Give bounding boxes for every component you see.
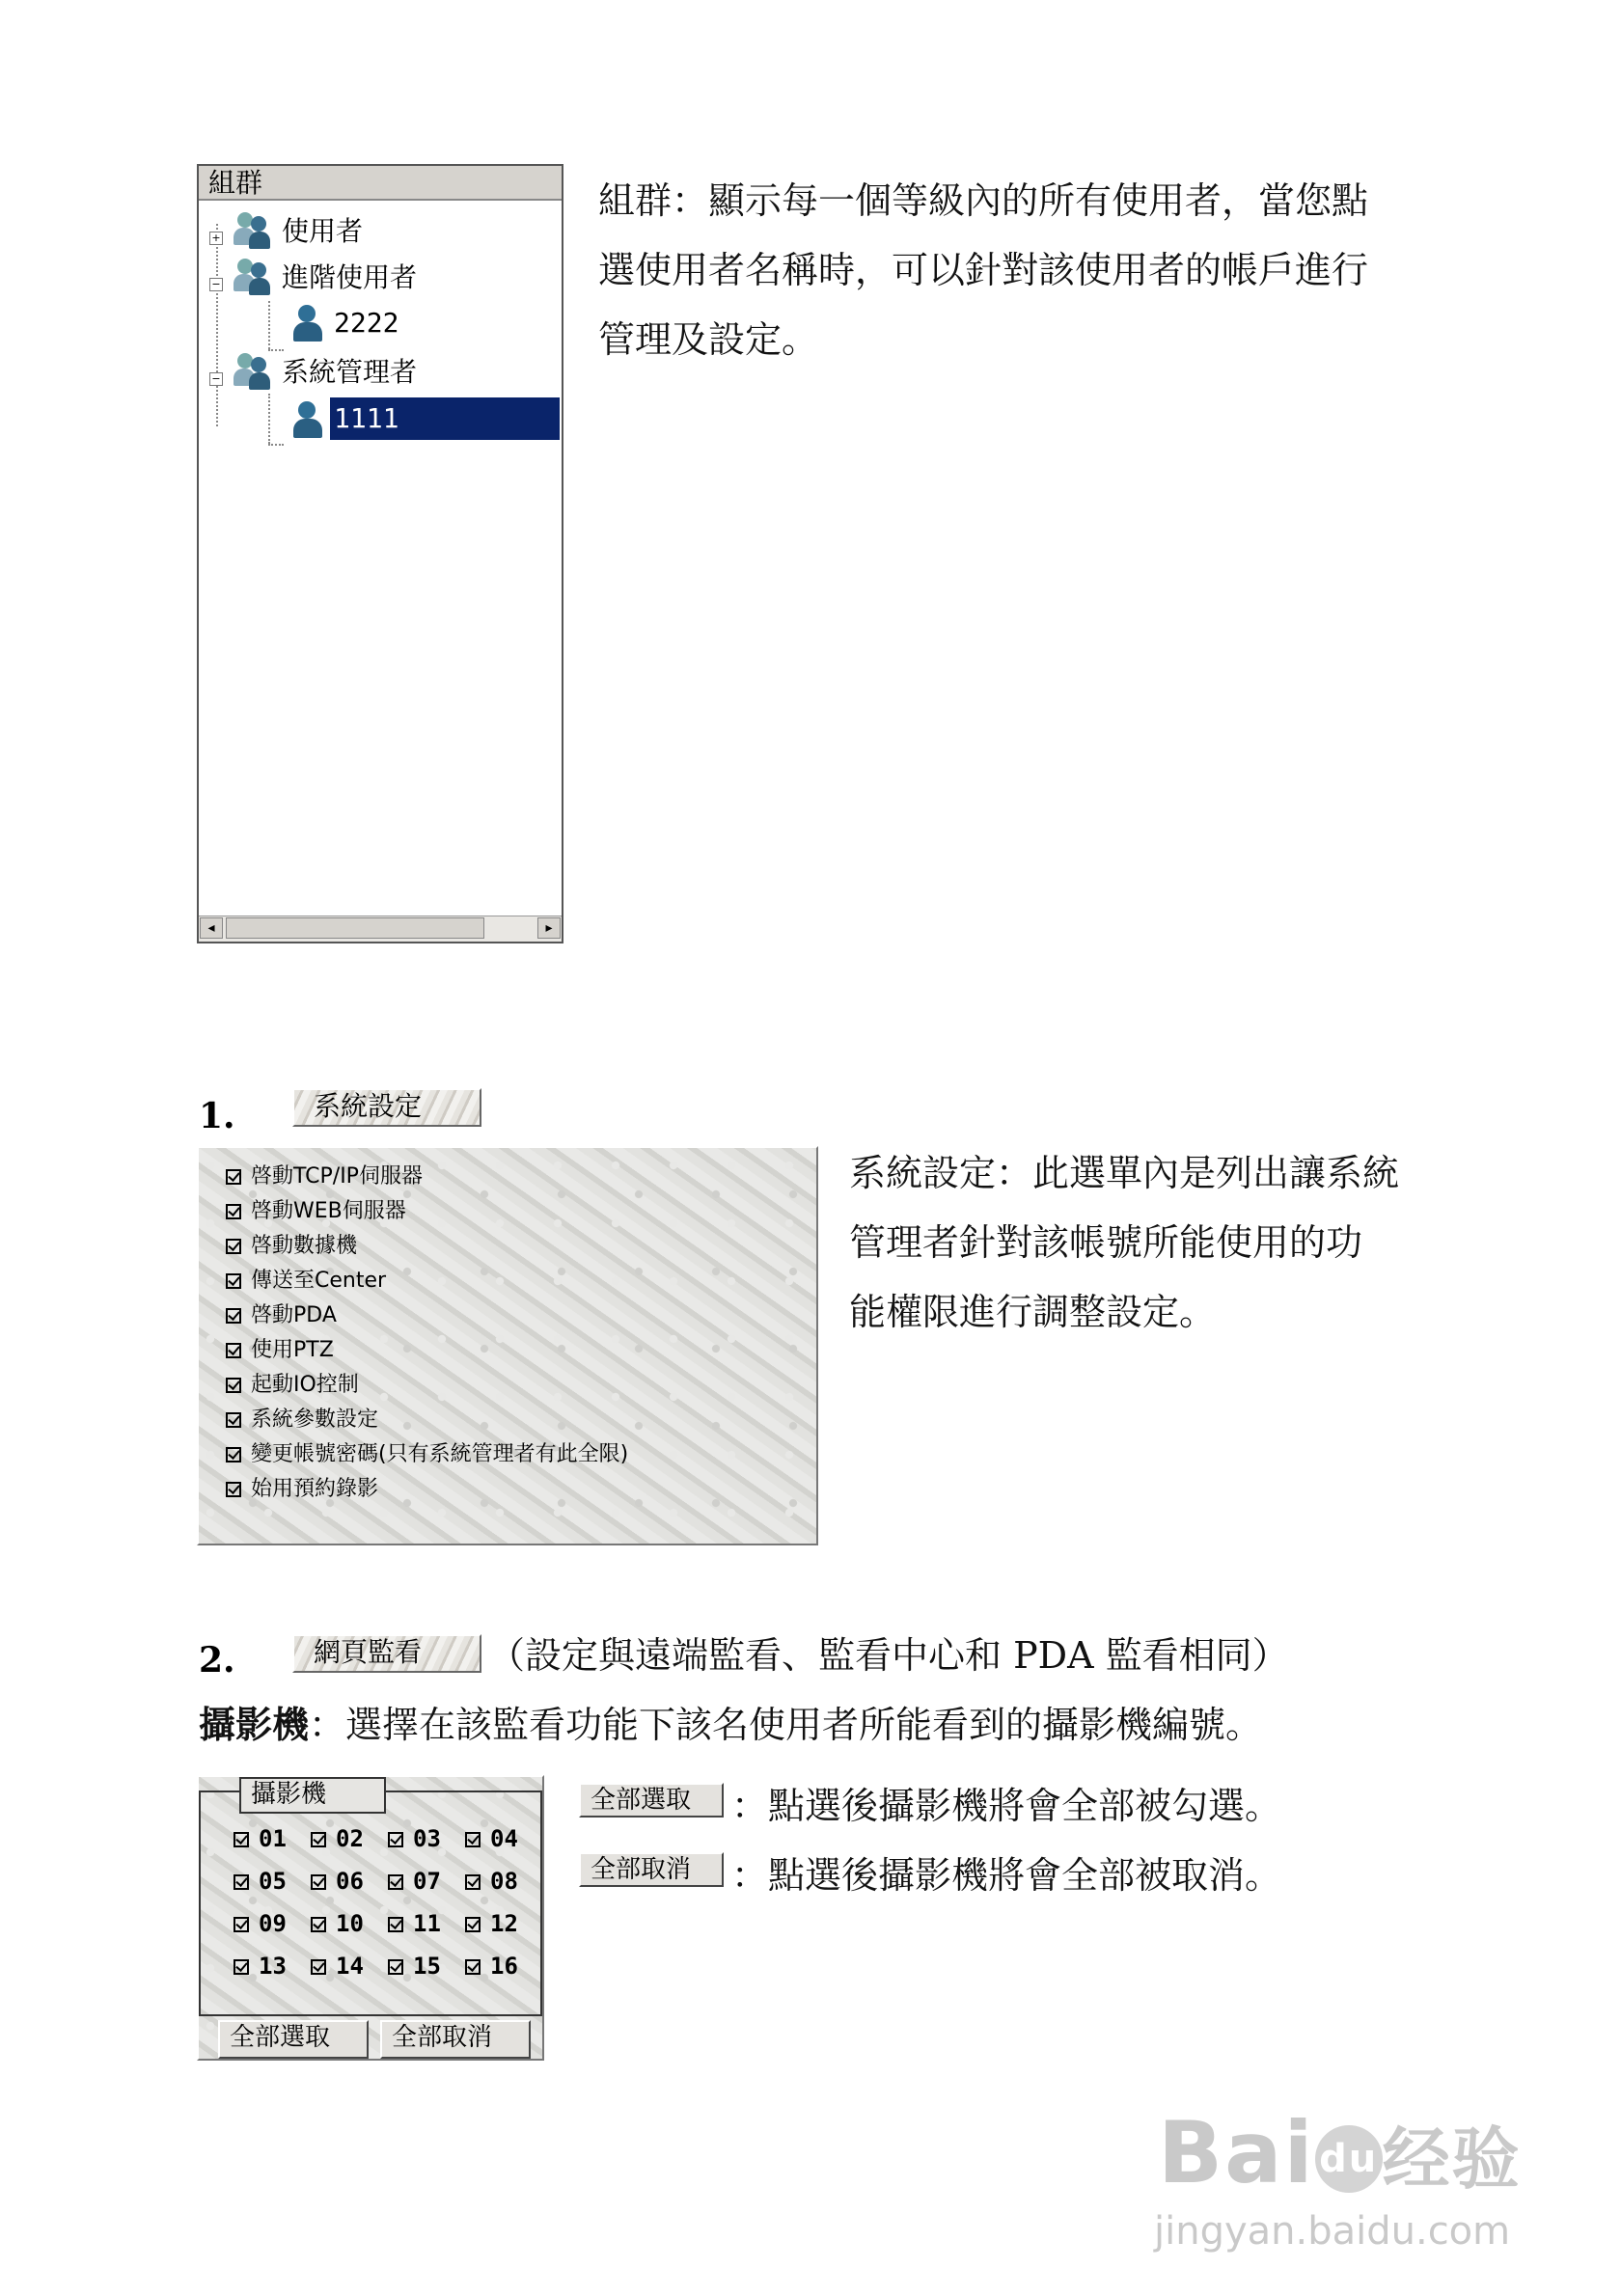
term: 攝影機 [199, 1703, 310, 1746]
permission-item[interactable] [226, 1229, 357, 1264]
tree-header: 組群 [199, 166, 562, 201]
camera-checkbox-05[interactable] [234, 1864, 287, 1899]
camera-label: 04 [490, 1825, 518, 1852]
desc-line: 選使用者名稱時，可以針對該使用者的帳戶進行 [598, 249, 1369, 291]
cancel-all-description: ：點選後攝影機將會全部被取消。 [731, 1854, 1282, 1897]
group-tree-panel [197, 164, 563, 943]
camera-checkbox-15[interactable] [388, 1949, 441, 1983]
camera-label: 09 [259, 1910, 287, 1937]
permission-item[interactable] [226, 1194, 406, 1229]
permission-label: 啓動TCP/IP伺服器 [251, 1164, 423, 1189]
desc-line: ：選擇在該監看功能下該名使用者所能看到的攝影機編號。 [309, 1704, 1263, 1746]
permission-label: 啓動WEB伺服器 [251, 1199, 406, 1223]
permission-item[interactable] [226, 1333, 334, 1368]
camera-checkbox-10[interactable] [311, 1906, 364, 1941]
checkbox-checked-icon[interactable] [226, 1239, 241, 1254]
checkbox-checked-icon[interactable] [226, 1447, 241, 1462]
checkbox-checked-icon[interactable] [226, 1273, 241, 1289]
tree-node-label: 2222 [334, 306, 399, 339]
tree-node-user-2222[interactable] [288, 301, 402, 343]
camera-checkbox-03[interactable] [388, 1821, 441, 1856]
camera-label: 11 [413, 1910, 441, 1937]
checkbox-checked-icon[interactable] [465, 1959, 481, 1975]
camera-label: 08 [490, 1868, 518, 1895]
checkbox-checked-icon[interactable] [311, 1959, 326, 1975]
camera-panel [197, 1775, 544, 2061]
permissions-panel [197, 1146, 818, 1545]
permission-label: 始用預約錄影 [251, 1477, 379, 1501]
camera-group-title: 攝影機 [239, 1777, 386, 1814]
camera-label: 13 [259, 1953, 287, 1980]
permission-label: 系統參數設定 [251, 1408, 379, 1432]
group-description [598, 166, 1563, 374]
camera-checkbox-12[interactable] [465, 1906, 518, 1941]
watermark-text: 经验 [1382, 2119, 1522, 2199]
scrollbar-thumb[interactable] [226, 917, 484, 939]
term: 系統設定 [849, 1152, 997, 1194]
checkbox-checked-icon[interactable] [226, 1308, 241, 1324]
camera-label: 06 [336, 1868, 364, 1895]
checkbox-checked-icon[interactable] [465, 1917, 481, 1932]
desc-line: 管理者針對該帳號所能使用的功 [849, 1221, 1363, 1264]
watermark-url: jingyan.baidu.com [1154, 2209, 1511, 2254]
camera-label: 15 [413, 1953, 441, 1980]
checkbox-checked-icon[interactable] [226, 1343, 241, 1358]
checkbox-checked-icon[interactable] [388, 1959, 403, 1975]
camera-label: 02 [336, 1825, 364, 1852]
camera-label: 12 [490, 1910, 518, 1937]
user-group-icon [230, 210, 274, 249]
checkbox-checked-icon[interactable] [311, 1917, 326, 1932]
collapse-icon[interactable]: − [209, 372, 223, 386]
tree-connector [216, 224, 218, 426]
camera-label: 10 [336, 1910, 364, 1937]
watermark-text: Bai [1158, 2103, 1315, 2202]
desc-line: 管理及設定。 [598, 318, 819, 361]
camera-checkbox-07[interactable] [388, 1864, 441, 1899]
checkbox-checked-icon[interactable] [234, 1917, 249, 1932]
baidu-watermark-logo [1158, 2103, 1522, 2202]
user-group-icon [230, 351, 274, 390]
checkbox-checked-icon[interactable] [311, 1874, 326, 1890]
select-all-button[interactable]: 全部選取 [218, 2020, 369, 2059]
camera-label: 03 [413, 1825, 441, 1852]
user-icon [288, 399, 326, 438]
tree-node-users[interactable] [230, 208, 367, 251]
permission-label: 傳送至Center [251, 1269, 387, 1293]
permission-item[interactable] [226, 1298, 337, 1333]
checkbox-checked-icon[interactable] [465, 1874, 481, 1890]
desc-line: ：此選單內是列出讓系統 [996, 1152, 1400, 1194]
camera-checkbox-16[interactable] [465, 1949, 518, 1983]
camera-label: 05 [259, 1868, 287, 1895]
permission-label: 啓動數據機 [251, 1234, 358, 1258]
desc-line: ：顯示每一個等級內的所有使用者，當您點 [672, 179, 1369, 222]
tree-node-admins[interactable] [230, 349, 421, 392]
web-view-button[interactable]: 網頁監看 [292, 1634, 481, 1673]
checkbox-checked-icon[interactable] [465, 1832, 481, 1847]
camera-checkbox-13[interactable] [234, 1949, 287, 1983]
checkbox-checked-icon[interactable] [388, 1832, 403, 1847]
camera-checkbox-01[interactable] [234, 1821, 287, 1856]
tree-node-user-1111[interactable] [288, 397, 560, 440]
permission-item[interactable] [226, 1437, 628, 1472]
tree-connector [268, 301, 270, 349]
horizontal-scrollbar[interactable] [199, 916, 562, 942]
permission-item[interactable] [226, 1160, 423, 1194]
camera-checkbox-09[interactable] [234, 1906, 287, 1941]
checkbox-checked-icon[interactable] [226, 1169, 241, 1185]
tree-node-advanced-users[interactable] [230, 255, 421, 297]
permission-label: 起動IO控制 [251, 1373, 359, 1397]
term: 組群 [598, 179, 673, 222]
camera-description [199, 1690, 1262, 1760]
checkbox-checked-icon[interactable] [226, 1204, 241, 1219]
camera-label: 01 [259, 1825, 287, 1852]
checkbox-checked-icon[interactable] [226, 1482, 241, 1497]
permission-item[interactable] [226, 1264, 386, 1298]
system-settings-description [849, 1138, 1582, 1347]
permission-label: 使用PTZ [251, 1338, 334, 1362]
cancel-all-button[interactable]: 全部取消 [380, 2020, 531, 2059]
permission-item[interactable] [226, 1403, 378, 1437]
tree-node-label: 使用者 [282, 215, 364, 247]
desc-line: 能權限進行調整設定。 [849, 1291, 1217, 1333]
checkbox-checked-icon[interactable] [388, 1874, 403, 1890]
checkbox-checked-icon[interactable] [234, 1874, 249, 1890]
scroll-right-arrow-icon[interactable]: ▸ [537, 917, 561, 939]
camera-label: 14 [336, 1953, 364, 1980]
select-all-description: ：點選後攝影機將會全部被勾選。 [731, 1785, 1282, 1827]
camera-checkbox-11[interactable] [388, 1906, 441, 1941]
permission-label: 變更帳號密碼(只有系統管理者有此全限) [251, 1442, 629, 1466]
scroll-left-arrow-icon[interactable]: ◂ [200, 917, 223, 939]
checkbox-checked-icon[interactable] [234, 1832, 249, 1847]
checkbox-checked-icon[interactable] [226, 1378, 241, 1393]
checkbox-checked-icon[interactable] [234, 1959, 249, 1975]
tree-connector [268, 444, 284, 446]
camera-label: 07 [413, 1868, 441, 1895]
tree-node-label: 1111 [330, 397, 560, 440]
paw-icon: du [1315, 2125, 1383, 2193]
cancel-all-button[interactable]: 全部取消 [579, 1852, 724, 1887]
collapse-icon[interactable]: − [209, 278, 223, 291]
tree-node-label: 系統管理者 [282, 356, 418, 388]
permission-label: 啓動PDA [251, 1303, 337, 1327]
camera-checkbox-08[interactable] [465, 1864, 518, 1899]
checkbox-checked-icon[interactable] [226, 1412, 241, 1428]
camera-label: 16 [490, 1953, 518, 1980]
system-settings-button[interactable]: 系統設定 [292, 1088, 481, 1127]
section-number: 1. [199, 1096, 235, 1136]
permission-item[interactable] [226, 1472, 378, 1507]
section-note: （設定與遠端監看、監看中心和 PDA 監看相同） [488, 1634, 1289, 1677]
camera-checkbox-04[interactable] [465, 1821, 518, 1856]
select-all-button[interactable]: 全部選取 [579, 1783, 724, 1818]
expand-icon[interactable]: + [209, 232, 223, 245]
camera-checkbox-02[interactable] [311, 1821, 364, 1856]
permission-item[interactable] [226, 1368, 359, 1403]
tree-node-label: 進階使用者 [282, 261, 418, 293]
user-icon [288, 303, 326, 342]
camera-checkbox-14[interactable] [311, 1949, 364, 1983]
checkbox-checked-icon[interactable] [311, 1832, 326, 1847]
user-group-icon [230, 257, 274, 295]
tree-connector [268, 394, 270, 444]
camera-checkbox-06[interactable] [311, 1864, 364, 1899]
checkbox-checked-icon[interactable] [388, 1917, 403, 1932]
section-number: 2. [199, 1640, 235, 1681]
